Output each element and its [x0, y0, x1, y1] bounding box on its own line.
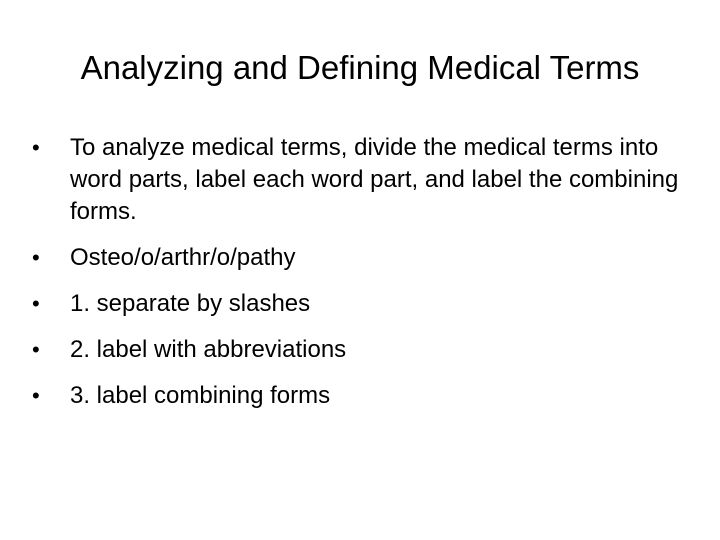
bullet-icon: •	[32, 291, 40, 316]
bullet-text: Osteo/o/arthr/o/pathy	[70, 244, 296, 271]
bullet-text: 2. label with abbreviations	[70, 336, 347, 363]
bullet-text: To analyze medical terms, divide the medical terms into word parts, label each word part, and label the combining forms.	[70, 134, 679, 225]
bullet-icon: •	[32, 337, 40, 362]
bullet-icon: •	[32, 245, 40, 270]
bullet-icon: •	[32, 135, 40, 160]
bullet-text: 3. label combining forms	[70, 382, 331, 409]
bullet-icon: •	[32, 383, 40, 408]
bullet-item-step-1	[32, 288, 682, 320]
bullet-item-step-2	[32, 334, 682, 366]
bullet-list	[32, 132, 682, 426]
bullet-item-intro	[32, 132, 682, 228]
slide-title: Analyzing and Defining Medical Terms	[80, 49, 640, 86]
bullet-item-example-term	[32, 242, 682, 274]
bullet-item-step-3	[32, 380, 682, 412]
bullet-text: 1. separate by slashes	[70, 290, 311, 317]
